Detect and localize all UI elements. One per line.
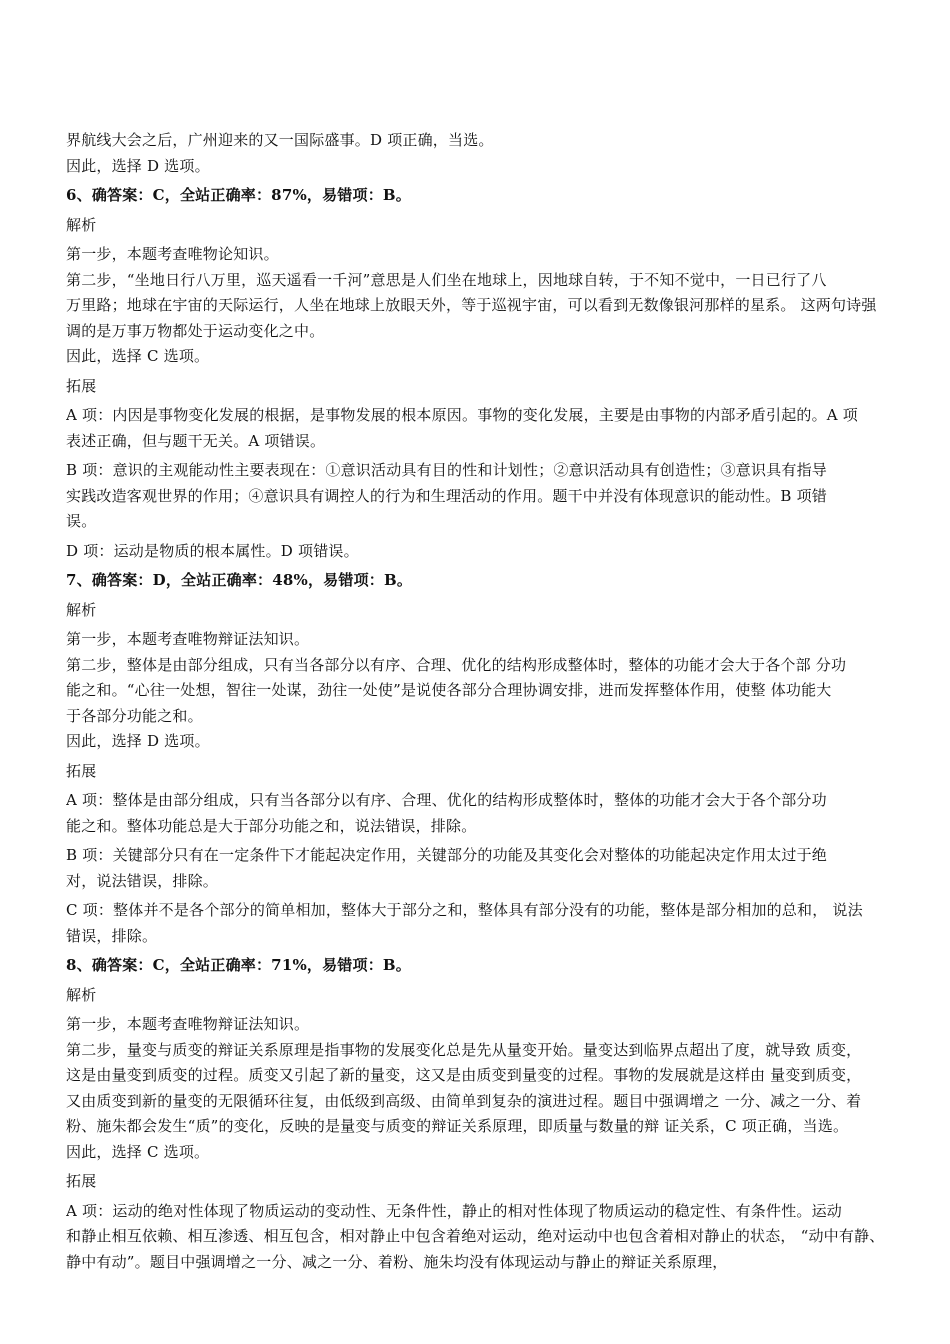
text-line: 能之和。“心往一处想，智往一处谋，劲往一处使”是说使各部分合理协调安排，进而发挥整体作用，使整 体功能大 [66,681,832,699]
answer-heading: 6、确答案：C，全站正确率：87%，易错项：B。 [66,186,411,204]
text-line: A 项：内因是事物变化发展的根据，是事物发展的根本原因。事物的变化发展，主要是由事物的内部矛盾引起的。A 项 [66,406,859,424]
text-line: 能之和。整体功能总是大于部分功能之和，说法错误，排除。 [66,816,477,835]
text-line: 解析 [66,215,97,234]
text-line: A 项：整体是由部分组成，只有当各部分以有序、合理、优化的结构形成整体时，整体的功能才会大于各个部分功 [66,791,827,809]
text-line: 实践改造客观世界的作用；④意识具有调控人的行为和生理活动的作用。题干中并没有体现意识的能动性。B 项错 [66,486,827,505]
text-line: 粉、施朱都会发生“质”的变化，反映的是量变与质变的辩证关系原理，即质量与数量的辩 证关系，C 项正确，当选。 [66,1117,849,1135]
answer-heading: 8、确答案：C，全站正确率：71%，易错项：B。 [66,956,411,974]
text-line: B 项：意识的主观能动性主要表现在：①意识活动具有目的性和计划性；②意识活动具有创造性；③意识具有指导 [66,461,827,479]
text-line: 拓展 [66,761,97,780]
text-line: 第一步，本题考查唯物辩证法知识。 [66,630,310,648]
text-line: 又由质变到新的量变的无限循环往复，由低级到高级、由简单到复杂的演进过程。题目中强调增之 一分、减之一分、着 [66,1091,862,1110]
text-line: A 项：运动的绝对性体现了物质运动的变动性、无条件性，静止的相对性体现了物质运动的稳定性、有条件性。运动 [66,1201,843,1220]
text-line: 错误，排除。 [66,926,158,945]
text-line: D 项：运动是物质的根本属性。D 项错误。 [66,541,359,560]
text-line: 解析 [66,985,97,1004]
text-line: 拓展 [66,1172,97,1190]
text-line: 因此，选择 C 选项。 [66,1142,210,1161]
text-line: 和静止相互依赖、相互渗透、相互包含，相对静止中包含着绝对运动，绝对运动中也包含着相对静止的状态， “动中有静、 [66,1227,885,1245]
text-line: 界航线大会之后，广州迎来的又一国际盛事。D 项正确，当选。 [66,131,494,149]
text-line: 因此，选择 D 选项。 [66,732,210,750]
text-line: 于各部分功能之和。 [66,706,203,725]
text-line: 第一步，本题考查唯物辩证法知识。 [66,1015,310,1033]
text-line: 这是由量变到质变的过程。质变又引起了新的量变，这又是由质变到量变的过程。事物的发展就是这样由 量变到质变， [66,1066,862,1084]
text-line: 第二步，量变与质变的辩证关系原理是指事物的发展变化总是先从量变开始。量变达到临界点超出了度，就导致 质变， [66,1040,862,1059]
text-line: 因此，选择 D 选项。 [66,156,210,175]
text-line: 误。 [66,512,97,530]
text-line: 表述正确，但与题干无关。A 项错误。 [66,431,326,450]
text-line: 拓展 [66,376,97,395]
text-line: C 项：整体并不是各个部分的简单相加，整体大于部分之和，整体具有部分没有的功能，整体是部分相加的总和， 说法 [66,901,863,919]
document-page [66,128,892,1275]
text-line: 调的是万事万物都处于运动变化之中。 [66,321,325,340]
text-line: 静中有动”。题目中强调增之一分、减之一分、着粉、施朱均没有体现运动与静止的辩证关系原理， [66,1252,728,1271]
answer-heading: 7、确答案：D，全站正确率：48%，易错项：B。 [66,571,413,589]
text-line: 万里路；地球在宇宙的天际运行，人坐在地球上放眼天外，等于巡视宇宙，可以看到无数像银河那样的星系。 这两句诗强 [66,296,877,314]
text-line: 第一步，本题考查唯物论知识。 [66,245,279,263]
text-line: 第二步，整体是由部分组成，只有当各部分以有序、合理、优化的结构形成整体时，整体的功能才会大于各个部 分功 [66,655,847,674]
text-line: 因此，选择 C 选项。 [66,347,210,365]
text-line: 第二步，“坐地日行八万里，巡天遥看一千河”意思是人们坐在地球上，因地球自转，于不知不觉中，一日已行了八 [66,270,827,289]
text-line: 解析 [66,600,97,619]
text-line: 对，说法错误，排除。 [66,871,219,890]
text-line: B 项：关键部分只有在一定条件下才能起决定作用，关键部分的功能及其变化会对整体的功能起决定作用太过于绝 [66,846,827,864]
